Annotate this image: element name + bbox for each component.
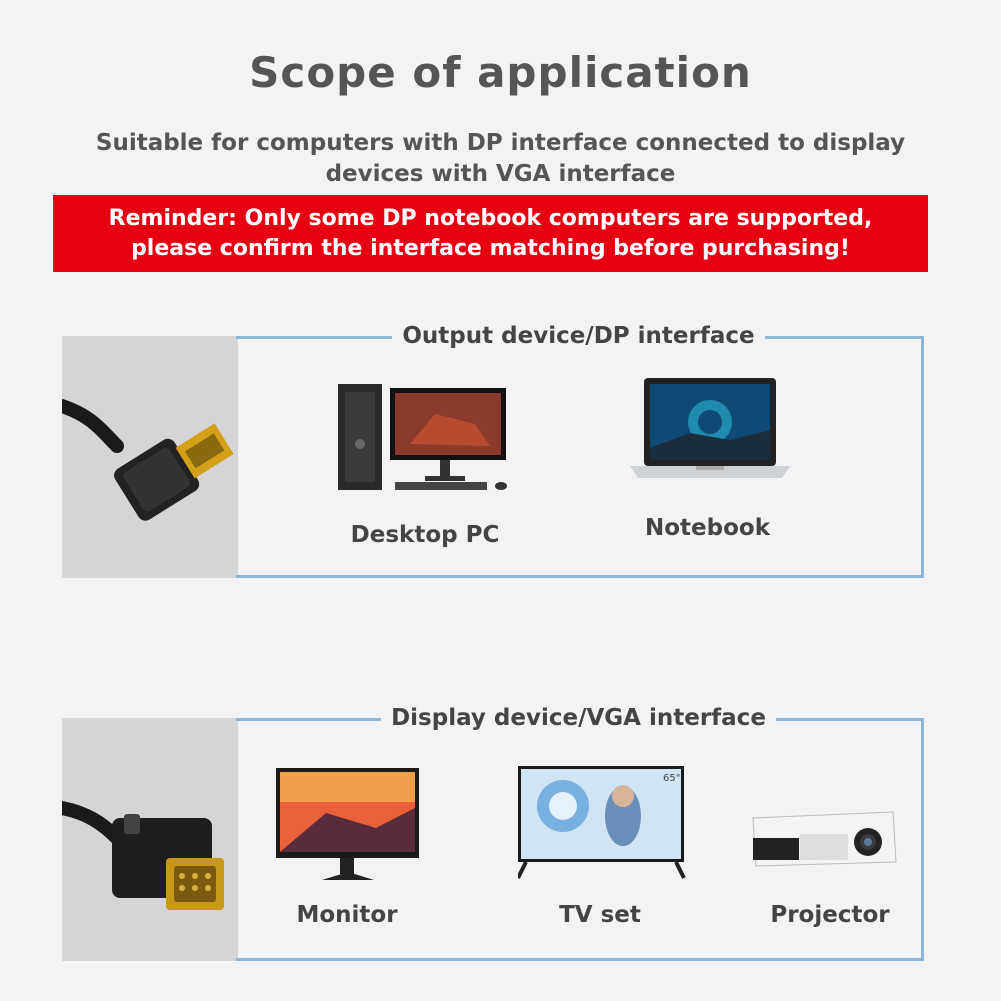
desktop-pc-icon bbox=[335, 384, 515, 498]
monitor-icon bbox=[276, 768, 421, 887]
tv-label: TV set bbox=[559, 902, 641, 928]
desktop-pc-label: Desktop PC bbox=[350, 522, 500, 548]
dp-cable-image bbox=[62, 336, 238, 578]
vga-cable-image bbox=[62, 718, 238, 961]
projector-label: Projector bbox=[770, 902, 890, 928]
page-subtitle bbox=[40, 128, 961, 190]
projector-icon bbox=[748, 804, 898, 878]
notebook-icon bbox=[630, 378, 790, 502]
tv-icon bbox=[518, 766, 688, 890]
output-device-section bbox=[0, 323, 1001, 578]
monitor-label: Monitor bbox=[296, 902, 398, 928]
reminder-banner bbox=[53, 195, 928, 272]
tv-size-text: 65" bbox=[663, 773, 681, 784]
notebook-label: Notebook bbox=[644, 515, 770, 541]
display-device-section bbox=[0, 705, 1001, 961]
dp-connector-icon bbox=[62, 336, 238, 578]
output-section-title: Output device/DP interface bbox=[392, 323, 764, 349]
reminder-line-1: Reminder: Only some DP notebook computers are supported, bbox=[108, 205, 873, 231]
reminder-line-2: please confirm the interface matching before purchasing! bbox=[131, 235, 850, 261]
vga-connector-icon bbox=[62, 718, 238, 961]
display-section-title: Display device/VGA interface bbox=[381, 705, 776, 731]
subtitle-line-1: Suitable for computers with DP interface connected to display bbox=[95, 130, 906, 156]
subtitle-line-2: devices with VGA interface bbox=[325, 161, 676, 187]
page-title: Scope of application bbox=[249, 48, 752, 97]
